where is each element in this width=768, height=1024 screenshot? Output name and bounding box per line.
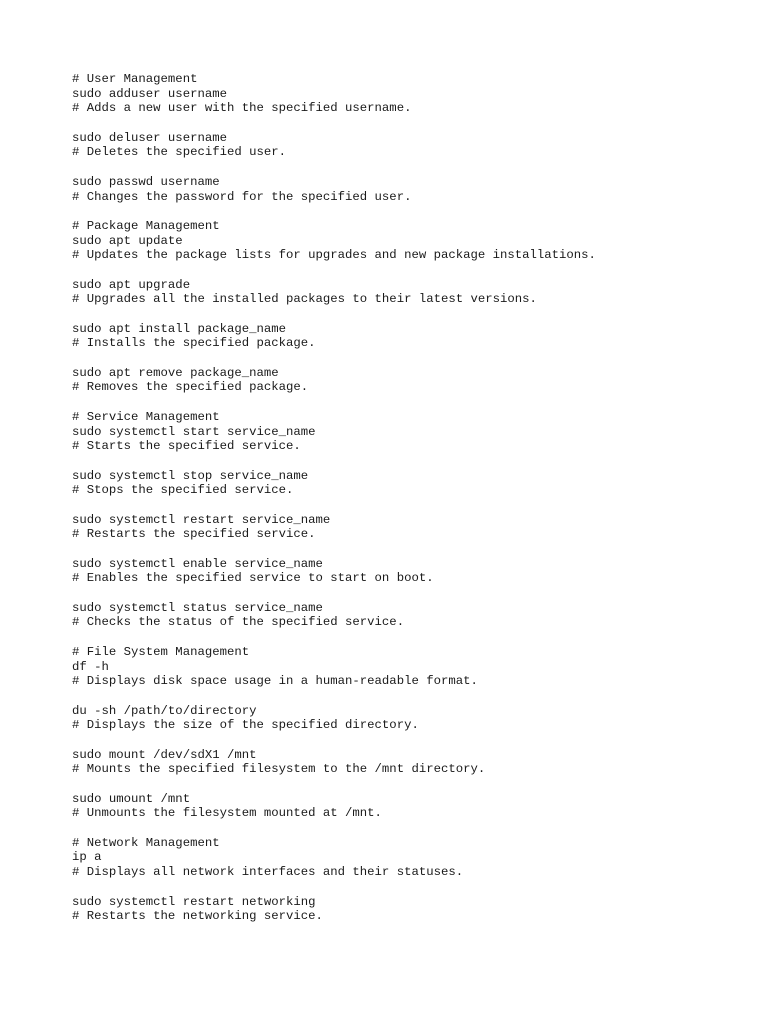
command-block [72, 513, 752, 542]
command-block [72, 645, 752, 689]
command-block [72, 278, 752, 307]
command-block [72, 175, 752, 204]
blank-line [72, 821, 752, 836]
section-heading: # Package Management [72, 218, 220, 233]
blank-line [72, 777, 752, 792]
command-line: sudo systemctl restart service_name [72, 512, 331, 527]
blank-line [72, 542, 752, 557]
section-heading: # Network Management [72, 835, 220, 850]
command-line: sudo systemctl restart networking [72, 894, 316, 909]
comment-line: # Changes the password for the specified user. [72, 189, 412, 204]
blank-line [72, 307, 752, 322]
command-block [72, 322, 752, 351]
command-block [72, 557, 752, 586]
command-line: sudo passwd username [72, 174, 220, 189]
command-block [72, 748, 752, 777]
command-block [72, 469, 752, 498]
command-line: sudo mount /dev/sdX1 /mnt [72, 747, 257, 762]
comment-line: # Restarts the networking service. [72, 909, 323, 924]
command-block [72, 601, 752, 630]
comment-line: # Updates the package lists for upgrades and new package installations. [72, 248, 596, 263]
command-block [72, 410, 752, 454]
command-line: ip a [72, 850, 102, 865]
blank-line [72, 351, 752, 366]
comment-line: # Unmounts the filesystem mounted at /mnt. [72, 806, 382, 821]
comment-line: # Adds a new user with the specified username. [72, 101, 412, 116]
section-heading: # Service Management [72, 409, 220, 424]
comment-line: # Restarts the specified service. [72, 527, 316, 542]
blank-line [72, 454, 752, 469]
blank-line [72, 263, 752, 278]
comment-line: # Starts the specified service. [72, 439, 301, 454]
blank-line [72, 880, 752, 895]
comment-line: # Displays all network interfaces and their statuses. [72, 865, 464, 880]
command-line: sudo apt remove package_name [72, 365, 279, 380]
blank-line [72, 733, 752, 748]
command-line: sudo systemctl stop service_name [72, 468, 309, 483]
command-block [72, 836, 752, 880]
document-page [72, 72, 752, 924]
comment-line: # Displays disk space usage in a human-readable format. [72, 674, 478, 689]
command-line: sudo adduser username [72, 86, 227, 101]
blank-line [72, 160, 752, 175]
command-block [72, 219, 752, 263]
command-line: sudo apt install package_name [72, 321, 287, 336]
command-line: sudo deluser username [72, 130, 227, 145]
command-line: du -sh /path/to/directory [72, 703, 257, 718]
command-line: sudo systemctl enable service_name [72, 556, 323, 571]
blank-line [72, 204, 752, 219]
comment-line: # Stops the specified service. [72, 483, 294, 498]
blank-line [72, 116, 752, 131]
comment-line: # Mounts the specified filesystem to the /mnt directory. [72, 762, 486, 777]
command-block [72, 72, 752, 116]
blank-line [72, 689, 752, 704]
comment-line: # Upgrades all the installed packages to their latest versions. [72, 292, 537, 307]
section-heading: # User Management [72, 72, 198, 86]
command-line: sudo systemctl status service_name [72, 600, 323, 615]
blank-line [72, 586, 752, 601]
comment-line: # Installs the specified package. [72, 336, 316, 351]
command-line: sudo apt upgrade [72, 277, 191, 292]
comment-line: # Displays the size of the specified directory. [72, 718, 419, 733]
comment-line: # Enables the specified service to start on boot. [72, 571, 434, 586]
blank-line [72, 630, 752, 645]
command-line: df -h [72, 659, 109, 674]
command-block [72, 792, 752, 821]
command-line: sudo umount /mnt [72, 791, 191, 806]
command-block [72, 895, 752, 924]
blank-line [72, 498, 752, 513]
command-line: sudo systemctl start service_name [72, 424, 316, 439]
command-block [72, 366, 752, 395]
comment-line: # Checks the status of the specified service. [72, 615, 405, 630]
blank-line [72, 395, 752, 410]
command-block [72, 704, 752, 733]
command-block [72, 131, 752, 160]
command-line: sudo apt update [72, 233, 183, 248]
comment-line: # Removes the specified package. [72, 380, 309, 395]
section-heading: # File System Management [72, 644, 250, 659]
comment-line: # Deletes the specified user. [72, 145, 287, 160]
